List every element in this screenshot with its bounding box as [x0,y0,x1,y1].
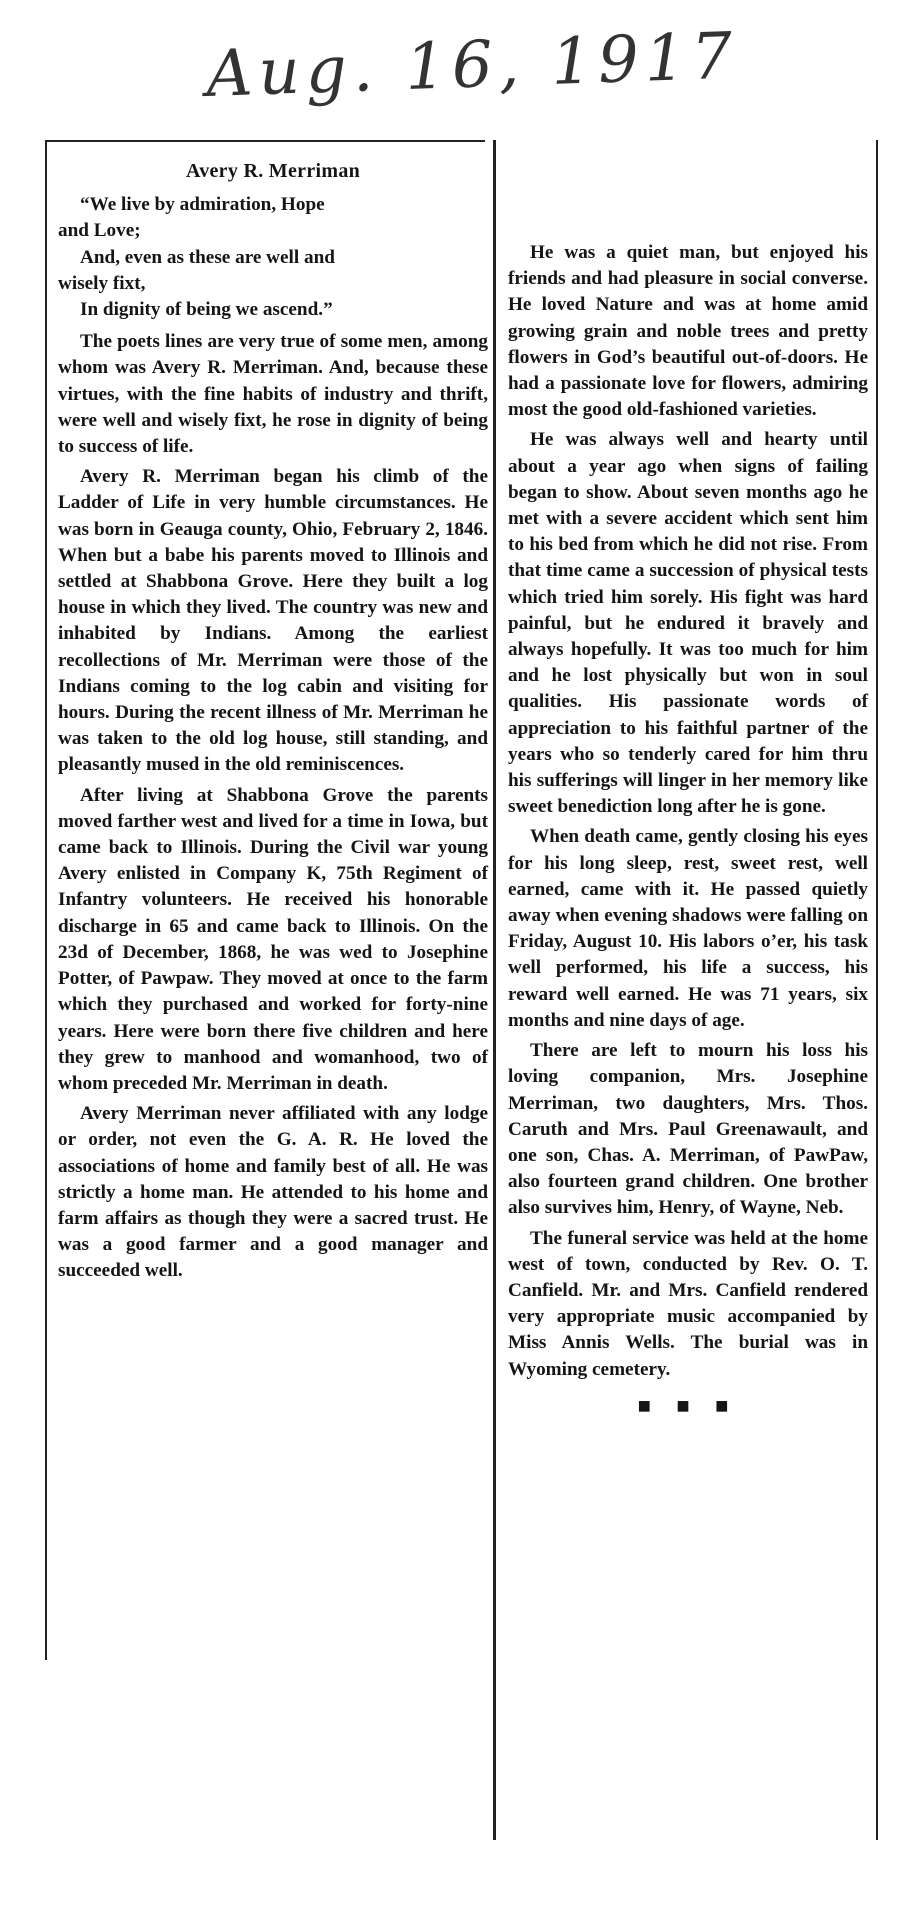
article-paragraph: The poets lines are very true of some men, among whom was Avery R. Merriman. And, because these virtues, with the fine habits of industry and thrift, were well and wisely fixt, he rose in dignity of being to success of life. [58,331,488,458]
poem-line: In dignity of being we ascend.” [80,299,333,321]
handwritten-date: Aug. 16, 1917 [205,19,740,112]
article-paragraph: Avery Merriman never affiliated with any lodge or order, not even the G. A. R. He loved the associations of home and family best of all. He was strictly a home man. He attended to his home and farm affairs as though they were a sacred trust. He was a good farmer and a good manager and succeeded well. [58,1103,488,1282]
poem-line: wisely fixt, [58,272,146,294]
article-paragraph: The funeral service was held at the home west of town, conducted by Rev. O. T. Canfield. Mr. and Mrs. Canfield rendered very appropriate music accompanied by Miss Annis Wells. The burial was in Wyoming cemetery. [508,1227,868,1380]
top-rule [45,140,485,142]
poem-line: and Love; [58,220,141,242]
poem-line: “We live by admiration, Hope [80,194,325,216]
poem-line: And, even as these are well and [80,246,335,268]
article-headline: Avery R. Merriman [185,160,361,182]
left-rule [45,140,47,1660]
column-divider [493,140,496,1840]
article-paragraph: When death came, gently closing his eyes for his long sleep, rest, sweet rest, well earned, came with it. He passed quietly away when evening shadows were falling on Friday, August 10. His labors o’er, his task well performed, his life a success, his reward well earned. He was 71 years, six months and nine days of age. [508,826,868,1031]
article-paragraph: There are left to mourn his loss his loving companion, Mrs. Josephine Merriman, two daughters, Mrs. Thos. Caruth and Mrs. Paul Greenawault, and one son, Chas. A. Merriman, of PawPaw, also fourteen grand children. One brother also survives him, Henry, of Wayne, Neb. [508,1040,868,1219]
right-column [508,240,868,1419]
end-mark: ■ ■ ■ [637,1392,739,1418]
article-paragraph: He was always well and hearty until about a year ago when signs of failing began to show. About seven months ago he met with a severe accident which sent him to his bed from which he did not rise. From that time came a succession of physical tests which tried him sorely. His fight was hard painful, but he endured it bravely and always hopefully. It was too much for him and he lost physically but won in soul qualities. His passionate words of appreciation to his faithful partner of the years who so tenderly cared for him thru his sufferings will linger in her memory like sweet benediction long after he is gone. [508,429,868,818]
article-paragraph: After living at Shabbona Grove the parents moved farther west and lived for a time in Iowa, but came back to Illinois. During the Civil war young Avery enlisted in Company K, 75th Regiment of Infantry volunteers. He received his honorable discharge in 65 and came back to Illinois. On the 23d of December, 1868, he was wed to Josephine Potter, of Pawpaw. They moved at once to the farm which they purchased and worked for forty-nine years. Here were born there five children and here they grew to manhood and womanhood, two of whom preceded Mr. Merriman in death. [58,784,488,1094]
opening-poem [58,192,488,323]
article-paragraph: He was a quiet man, but enjoyed his friends and had pleasure in social converse. He loved Nature and was at home amid growing grain and noble trees and pretty flowers in God’s beautiful out-of-doors. He had a passionate love for flowers, admiring most the good old-fashioned varieties. [508,242,868,421]
right-rule [876,140,878,1840]
article-paragraph: Avery R. Merriman began his climb of the Ladder of Life in very humble circumstances. He was born in Geauga county, Ohio, February 2, 1846. When but a babe his parents moved to Illinois and settled at Shabbona Grove. Here they built a log house in which they lived. The country was new and inhabited by Indians. Among the earliest recollections of Mr. Merriman were those of the Indians coming to the log cabin and visiting for hours. During the recent illness of Mr. Merriman he was taken to the old log house, still standing, and pleasantly mused in the old reminiscences. [58,466,488,776]
newspaper-clipping [40,140,882,1840]
left-column [58,154,488,1289]
